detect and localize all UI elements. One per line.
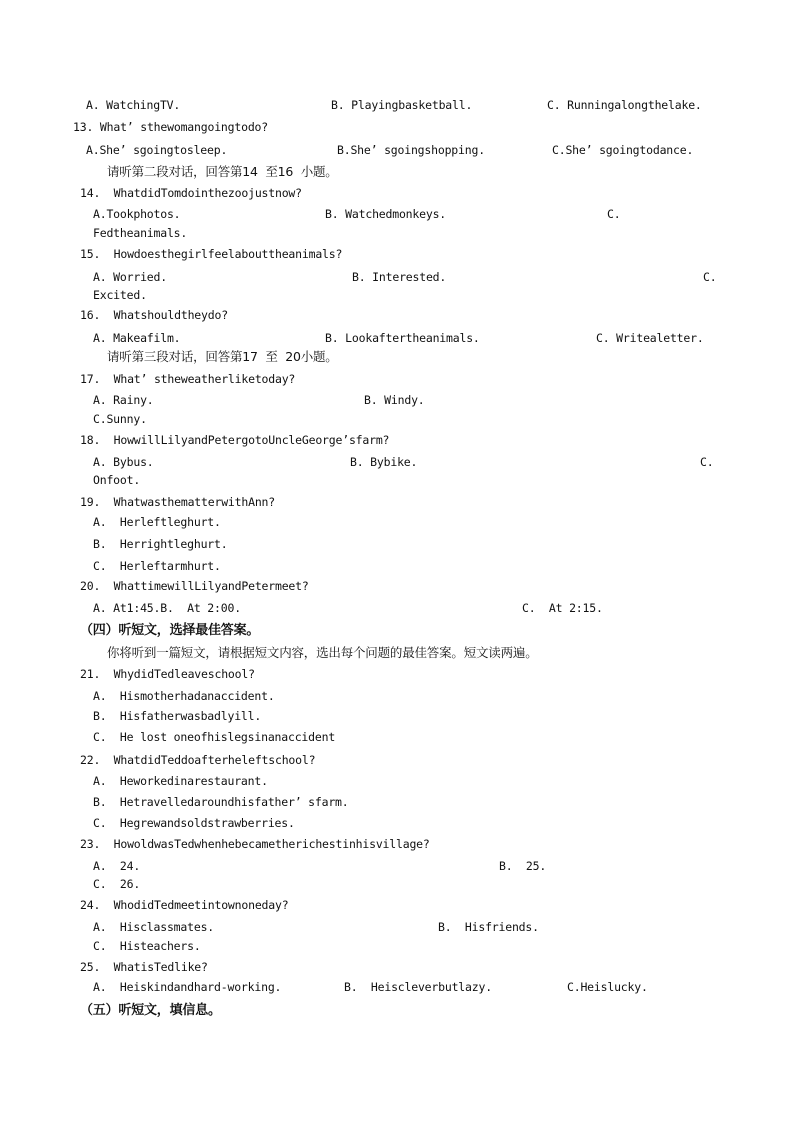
- q24-question: 24. WhodidTedmeetintownoneday?: [80, 898, 289, 912]
- q18-option-c-text: Onfoot.: [93, 473, 141, 487]
- q17-option-a: A. Rainy.: [93, 393, 154, 407]
- q14-option-b: B. Watchedmonkeys.: [325, 207, 447, 221]
- q24-option-a: A. Hisclassmates.: [93, 920, 215, 934]
- q21-question: 21. WhydidTedleaveschool?: [80, 667, 255, 681]
- q19-option-c: C. Herleftarmhurt.: [93, 559, 221, 573]
- q16-option-a: A. Makeafilm.: [93, 331, 181, 345]
- q16-option-b: B. Lookaftertheanimals.: [325, 331, 480, 345]
- q17-option-c: C.Sunny.: [93, 412, 147, 426]
- q13-option-b: B.She’ sgoingshopping.: [337, 143, 485, 157]
- q15-option-c-letter: C.: [703, 270, 717, 284]
- q25-option-c: C.Heislucky.: [567, 980, 648, 994]
- q12-option-a: A. WatchingTV.: [86, 98, 181, 112]
- q23-option-c: C. 26.: [93, 877, 141, 891]
- section5-heading: （五）听短文，填信息。: [80, 1003, 221, 1018]
- q14-option-c-letter: C.: [607, 207, 621, 221]
- q13-option-a: A.She’ sgoingtosleep.: [86, 143, 228, 157]
- q20-question: 20. WhattimewillLilyandPetermeet?: [80, 579, 309, 593]
- q19-option-b: B. Herrightleghurt.: [93, 537, 228, 551]
- instruction-part3: 请听第三段对话，回答第17 至 20小题。: [107, 349, 338, 364]
- q13-option-c: C.She’ sgoingtodance.: [552, 143, 694, 157]
- q14-option-c-text: Fedtheanimals.: [93, 226, 188, 240]
- q18-question: 18. HowwillLilyandPetergotoUncleGeorge’sfarm?: [80, 433, 390, 447]
- q22-option-c: C. Hegrewandsoldstrawberries.: [93, 816, 295, 830]
- q25-option-a: A. Heiskindandhard-working.: [93, 980, 282, 994]
- q24-option-b: B. Hisfriends.: [438, 920, 539, 934]
- q17-option-b: B. Windy.: [364, 393, 425, 407]
- q21-option-a: A. Hismotherhadanaccident.: [93, 689, 275, 703]
- q17-question: 17. What’ stheweatherliketoday?: [80, 372, 296, 386]
- q20-option-c: C. At 2:15.: [522, 601, 603, 615]
- q18-option-c-letter: C.: [700, 455, 714, 469]
- q23-question: 23. HowoldwasTedwhenhebecametherichestinhisvillage?: [80, 837, 430, 851]
- q14-question: 14. WhatdidTomdointhezoojustnow?: [80, 186, 302, 200]
- section4-heading: （四）听短文，选择最佳答案。: [80, 623, 260, 638]
- q25-question: 25. WhatisTedlike?: [80, 960, 208, 974]
- q15-option-c-text: Excited.: [93, 288, 147, 302]
- q19-question: 19. WhatwasthematterwithAnn?: [80, 495, 275, 509]
- q18-option-b: B. Bybike.: [350, 455, 418, 469]
- q22-option-a: A. Heworkedinarestaurant.: [93, 774, 268, 788]
- q22-option-b: B. Hetravelledaroundhisfather’ sfarm.: [93, 795, 349, 809]
- q13-question: 13. What’ sthewomangoingtodo?: [73, 120, 268, 134]
- q20-options-ab: A. At1:45.B. At 2:00.: [93, 601, 241, 615]
- q22-question: 22. WhatdidTeddoafterheleftschool?: [80, 753, 316, 767]
- q15-question: 15. Howdoesthegirlfeelabouttheanimals?: [80, 247, 343, 261]
- q15-option-a: A. Worried.: [93, 270, 167, 284]
- q12-option-b: B. Playingbasketball.: [331, 98, 473, 112]
- q12-option-c: C. Runningalongthelake.: [547, 98, 702, 112]
- q25-option-b: B. Heiscleverbutlazy.: [344, 980, 492, 994]
- q23-option-b: B. 25.: [499, 859, 547, 873]
- q21-option-b: B. Hisfatherwasbadlyill.: [93, 709, 262, 723]
- instruction-part2: 请听第二段对话，回答第14 至16 小题。: [107, 164, 338, 179]
- section4-instruction: 你将听到一篇短文，请根据短文内容，选出每个问题的最佳答案。短文读两遍。: [107, 645, 538, 660]
- q14-option-a: A.Tookphotos.: [93, 207, 181, 221]
- q21-option-c: C. He lost oneofhislegsinanaccident: [93, 730, 336, 744]
- q24-option-c: C. Histeachers.: [93, 939, 201, 953]
- q16-option-c: C. Writealetter.: [596, 331, 704, 345]
- q19-option-a: A. Herleftleghurt.: [93, 515, 221, 529]
- q18-option-a: A. Bybus.: [93, 455, 154, 469]
- q15-option-b: B. Interested.: [352, 270, 447, 284]
- q16-question: 16. Whatshouldtheydo?: [80, 308, 228, 322]
- q23-option-a: A. 24.: [93, 859, 141, 873]
